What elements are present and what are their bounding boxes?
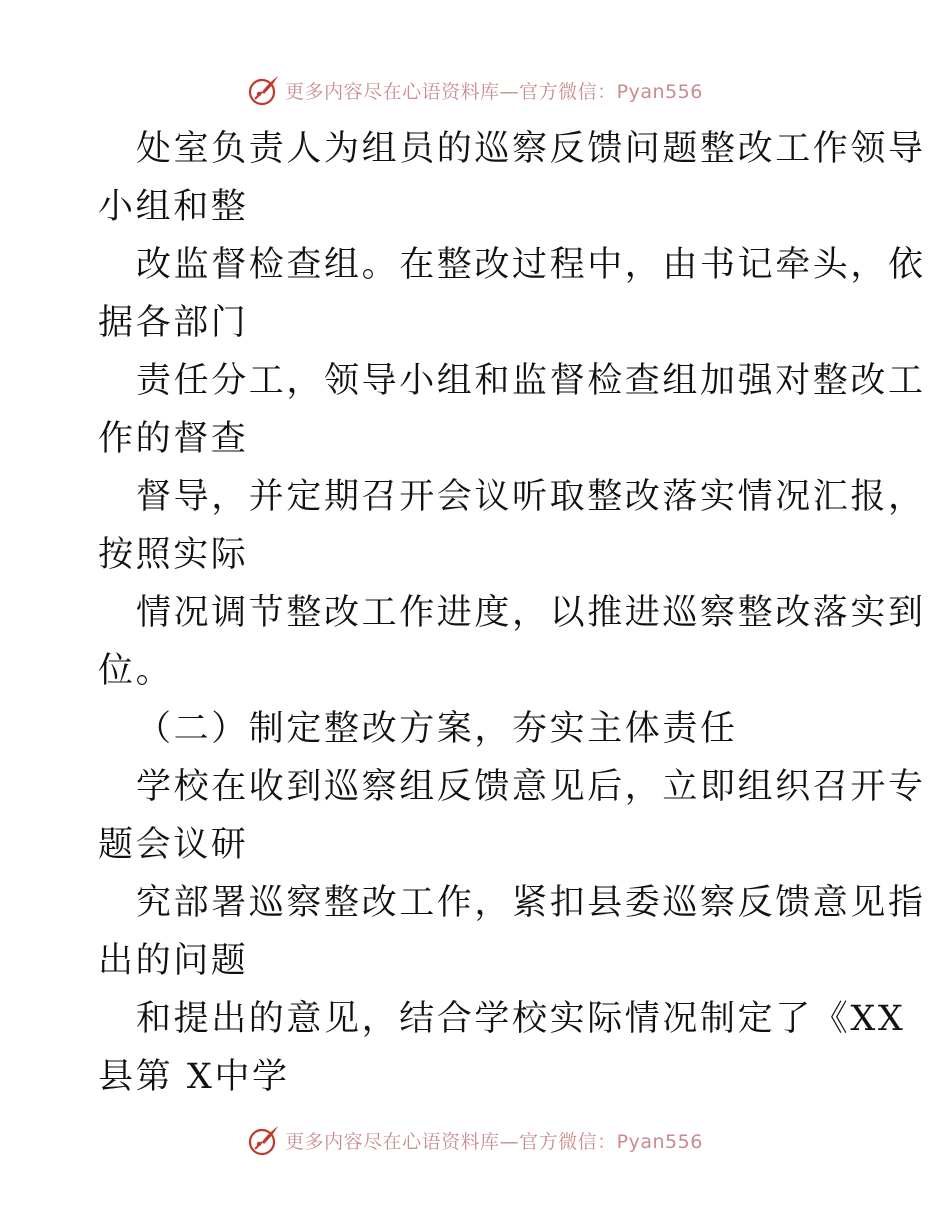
header-watermark	[0, 70, 950, 110]
text-line: 究部署巡察整改工作，紧扣县委巡察反馈意见指	[136, 883, 926, 923]
text-line: 位。	[98, 651, 174, 691]
text-line: 小组和整	[98, 187, 249, 227]
text-line: 处室负责人为组员的巡察反馈问题整改工作领导	[136, 129, 926, 169]
text-line: 情况调节整改工作进度，以推进巡察整改落实到	[136, 593, 926, 633]
text-line: 学校在收到巡察组反馈意见后，立即组织召开专	[136, 767, 926, 807]
text-line: （二）制定整改方案，夯实主体责任	[136, 709, 738, 749]
watermark-text: 更多内容尽在心语资料库—官方微信：Pyan556	[285, 80, 703, 103]
text-line: 据各部门	[98, 303, 249, 343]
text-line: 按照实际	[98, 535, 249, 575]
text-line: 改监督检查组。在整改过程中，由书记牵头，依	[136, 245, 926, 285]
text-line: 和提出的意见，结合学校实际情况制定了《XX	[136, 999, 906, 1039]
text-line: 作的督查	[98, 419, 249, 459]
feather-logo-icon	[247, 1123, 281, 1157]
text-line: 题会议研	[98, 825, 249, 865]
feather-logo-icon	[247, 73, 281, 107]
text-line: 出的问题	[98, 941, 249, 981]
watermark-text: 更多内容尽在心语资料库—官方微信：Pyan556	[285, 1130, 703, 1153]
text-line: 督导，并定期召开会议听取整改落实情况汇报，	[136, 477, 926, 517]
text-line: 县第 X中学	[98, 1057, 290, 1097]
text-line: 责任分工，领导小组和监督检查组加强对整改工	[136, 361, 926, 401]
footer-watermark	[0, 1120, 950, 1160]
document-body	[98, 120, 926, 1106]
